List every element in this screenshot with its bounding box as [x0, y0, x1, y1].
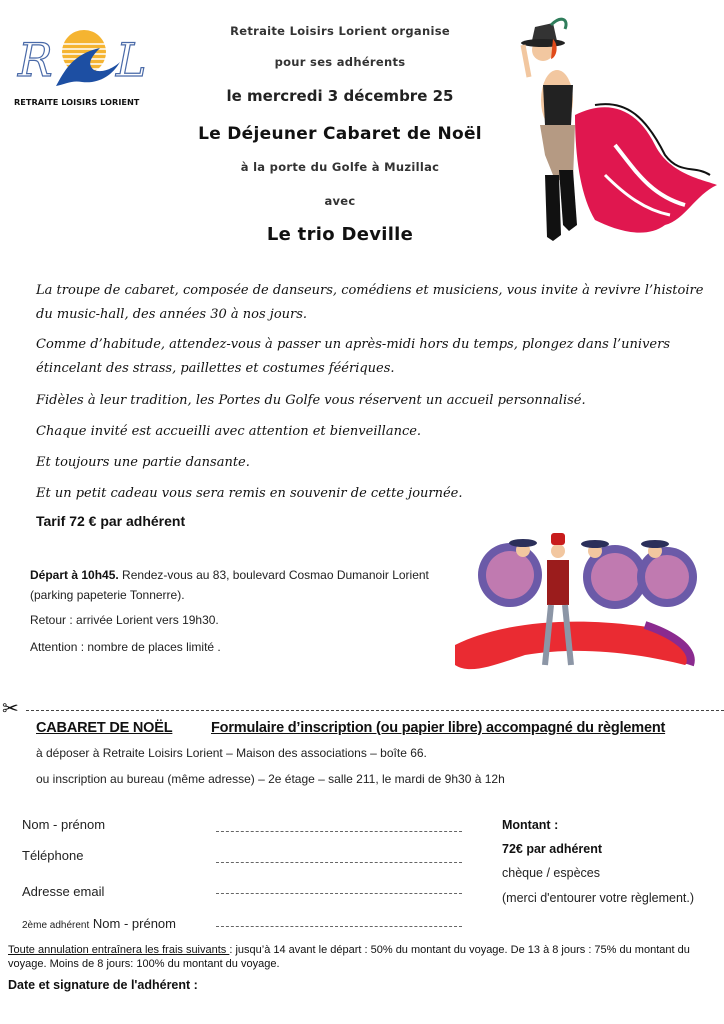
field-label-second-member [22, 916, 176, 931]
return-info: Retour : arrivée Lorient vers 19h30. [30, 613, 219, 627]
form-section-title: CABARET DE NOËL [36, 720, 173, 736]
departure-time: Départ à 10h45. [30, 568, 119, 582]
drop-instructions: à déposer à Retraite Loisirs Lorient – Maison des associations – boîte 66. [36, 746, 427, 760]
logo-caption: RETRAITE LOISIRS LORIENT [14, 97, 140, 107]
organizer-line: Retraite Loisirs Lorient organise [230, 24, 450, 38]
name-input-line[interactable] [216, 831, 462, 832]
event-date: le mercredi 3 décembre 25 [226, 87, 454, 105]
second-member-prefix: 2ème adhérent [22, 920, 90, 931]
scissors-icon: ✂ [2, 698, 19, 720]
email-input-line[interactable] [216, 893, 462, 894]
payment-methods: chèque / espèces [502, 866, 600, 880]
description-paragraph: Et un petit cadeau vous sera remis en souvenir de cette journée. [36, 486, 463, 501]
seats-warning: Attention : nombre de places limité . [30, 640, 221, 654]
cancellation-heading: Toute annulation entraînera les frais suivants [8, 944, 230, 956]
with-label: avec [324, 194, 356, 208]
dashed-divider [26, 710, 724, 711]
office-instructions: ou inscription au bureau (même adresse) – 2e étage – salle 211, le mardi de 9h30 à 12h [36, 772, 505, 786]
departure-location: Rendez-vous au 83, boulevard Cosmao Dumanoir Lorient (parking papeterie Tonnerre). [30, 568, 429, 602]
cancan-dancers-illustration [445, 515, 720, 690]
event-venue: à la porte du Golfe à Muzillac [240, 160, 440, 174]
performer-name: Le trio Deville [266, 224, 414, 245]
phone-input-line[interactable] [216, 862, 462, 863]
description-paragraph: La troupe de cabaret, composée de danseurs, comédiens et musiciens, vous invite à revivre l’histoire du music-hall, des années 30 à nos jours. [36, 283, 704, 322]
event-title: Le Déjeuner Cabaret de Noël [198, 124, 482, 144]
description-paragraph: Comme d’habitude, attendez-vous à passer un après-midi hors du temps, plongez dans l’univers étincelant des strass, paillettes et costumes féériques. [36, 337, 670, 376]
payment-note: (merci d'entourer votre règlement.) [502, 891, 695, 905]
field-label-phone: Téléphone [22, 848, 84, 863]
second-member-input-line[interactable] [216, 926, 462, 927]
payment-heading: Montant : [502, 818, 559, 832]
cabaret-dancer-illustration [495, 5, 720, 250]
second-member-name-label: Nom - prénom [92, 916, 176, 931]
payment-amount: 72€ par adhérent [502, 842, 603, 856]
logo-monogram-r: R [18, 33, 53, 87]
cancellation-policy [8, 943, 718, 971]
departure-info [30, 565, 450, 605]
description-paragraph: Et toujours une partie dansante. [36, 455, 250, 470]
form-title: Formulaire d’inscription (ou papier libre) accompagné du règlement [211, 720, 666, 736]
field-label-email: Adresse email [22, 884, 105, 899]
signature-label: Date et signature de l'adhérent : [8, 978, 198, 992]
logo-monogram-l: L [116, 33, 147, 87]
audience-line: pour ses adhérents [274, 55, 406, 69]
description-paragraph: Chaque invité est accueilli avec attention et bienveillance. [36, 424, 422, 439]
cut-line [0, 698, 724, 720]
logo [12, 14, 152, 107]
price-line: Tarif 72 € par adhérent [36, 513, 186, 529]
cancellation-text: : jusqu’à 14 avant le départ : 50% du montant du voyage. De 13 à 8 jours : 75% du montant du voyage. Moins de 8 jours: 100% du montant du voyage. [8, 944, 690, 970]
description-paragraph: Fidèles à leur tradition, les Portes du Golfe vous réservent un accueil personnalisé. [36, 393, 586, 408]
logo-graphic [12, 14, 152, 94]
field-label-name: Nom - prénom [22, 817, 106, 832]
